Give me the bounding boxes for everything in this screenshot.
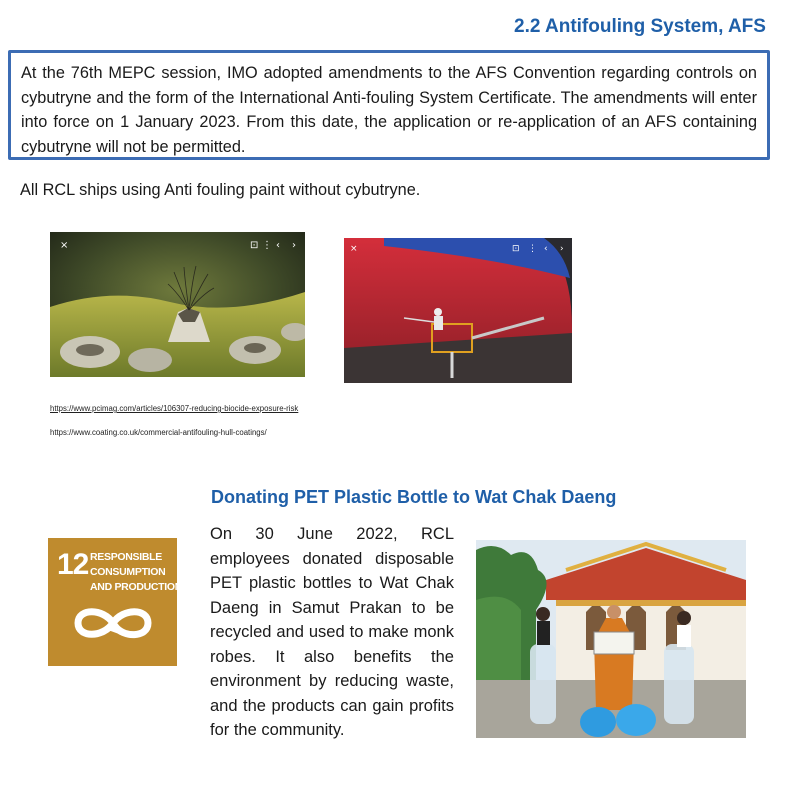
afs-info-text: At the 76th MEPC session, IMO adopted amendments to the AFS Convention regarding controls on cybutryne and the form of the International Anti-fouling System Certificate. The amendments will enter into force on 1 January 2023. From this date, the application or re-application of an AFS containing cybutryne will not be permitted. xyxy=(21,64,757,156)
barnacle-photo xyxy=(50,232,305,377)
section-title-donation: Donating PET Plastic Bottle to Wat Chak Daeng xyxy=(211,487,617,507)
reference-link-pcimag[interactable]: https://www.pcimag.com/articles/106307-reducing-biocide-exposure-risk xyxy=(50,404,299,413)
svg-text:⋮: ⋮ xyxy=(262,240,272,251)
sdg-number: 12 xyxy=(57,548,89,581)
sdg-title-line: AND PRODUCTION xyxy=(90,581,183,593)
section-title-afs: 2.2 Antifouling System, AFS xyxy=(514,16,766,37)
temple-donation-photo xyxy=(476,540,746,738)
sdg-title xyxy=(90,550,182,595)
svg-text:‹: ‹ xyxy=(276,240,280,251)
sdg-title-line: CONSUMPTION xyxy=(90,566,166,578)
svg-text:×: × xyxy=(60,240,69,251)
sdg-12-badge xyxy=(48,538,183,666)
svg-text:›: › xyxy=(292,240,296,251)
svg-text:⊡: ⊡ xyxy=(512,244,520,254)
sdg-title-line: RESPONSIBLE xyxy=(90,551,162,563)
svg-text:×: × xyxy=(350,244,358,254)
reference-link-coating[interactable]: https://www.coating.co.uk/commercial-antifouling-hull-coatings/ xyxy=(50,428,267,437)
svg-text:⊡: ⊡ xyxy=(250,240,259,251)
donation-text: On 30 June 2022, RCL employees donated disposable PET plastic bottles to Wat Chak Daeng in Samut Prakan to be recycled and used to make monk robes. It also benefits the environment by reducing waste, and the products can gain profits for the community. xyxy=(210,525,454,739)
afs-note: All RCL ships using Anti fouling paint without cybutryne. xyxy=(20,181,421,199)
svg-text:⋮: ⋮ xyxy=(528,244,537,254)
ship-hull-photo xyxy=(344,238,572,383)
svg-text:‹: ‹ xyxy=(544,244,548,254)
afs-info-box xyxy=(8,50,770,160)
infinity-loop-icon xyxy=(70,600,156,646)
svg-text:›: › xyxy=(560,244,564,254)
